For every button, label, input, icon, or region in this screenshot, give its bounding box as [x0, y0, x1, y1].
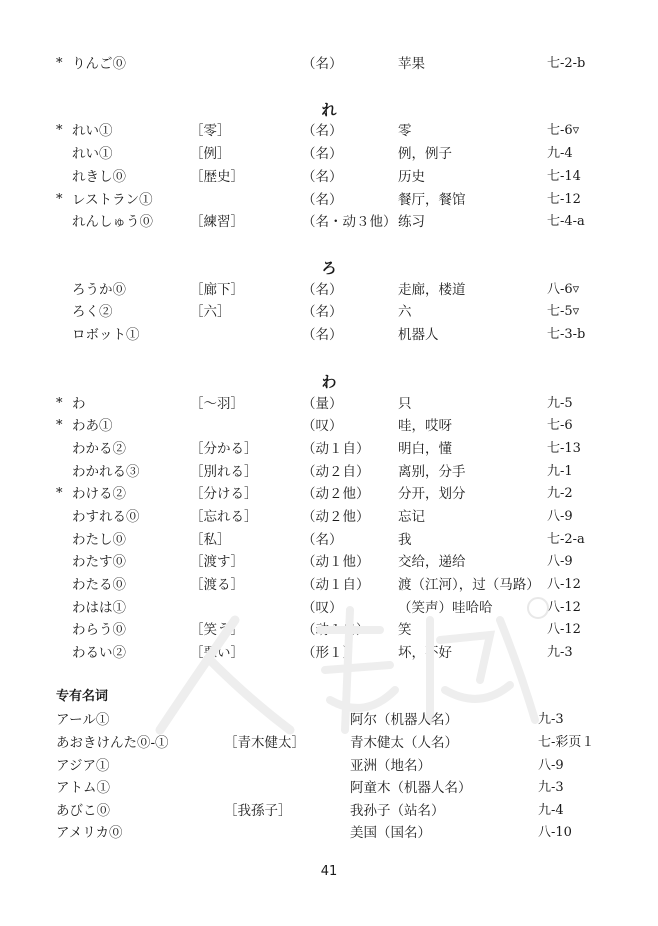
entry-meaning: 忘记 — [398, 509, 425, 525]
entry-meaning: 练习 — [398, 214, 425, 230]
entry-ref: 七-彩页１ — [538, 735, 595, 750]
entry-meaning: （笑声）哇哈哈 — [398, 600, 493, 616]
entry-kanji: ［我孫子］ — [224, 803, 292, 819]
entry-word: わたす⓪ — [72, 554, 126, 570]
entry-ref: 七-5▿ — [547, 304, 580, 319]
entry-ref: 九-3 — [538, 712, 564, 727]
entry-meaning: 明白，懂 — [398, 441, 452, 457]
entry-ref: 七-2-a — [547, 532, 585, 547]
entry-meaning: 渡（江河），过（马路） — [398, 577, 540, 593]
entry-ref: 七-6▿ — [547, 123, 580, 138]
entry-kanji: ［六］ — [190, 304, 231, 320]
entry-word: ろうか⓪ — [72, 282, 126, 298]
star-mark: * — [56, 396, 63, 411]
entry-ref: 九-4 — [538, 803, 564, 818]
entry-pos: （形１） — [302, 645, 356, 661]
entry-kanji: ［笑う］ — [190, 622, 244, 638]
entry-meaning: 交给，递给 — [398, 554, 466, 570]
entry-word: レストラン① — [72, 192, 153, 208]
entry-meaning: 只 — [398, 396, 412, 412]
entry-word: アール① — [56, 712, 110, 728]
entry-word: わ — [72, 396, 86, 412]
entry-kanji: ［廊下］ — [190, 282, 244, 298]
entry-word: ロボット① — [72, 327, 140, 343]
entry-word: わかる② — [72, 441, 126, 457]
entry-ref: 八-6▿ — [547, 282, 580, 297]
entry-kanji: ［零］ — [190, 123, 231, 139]
entry-ref: 八-12 — [547, 622, 581, 637]
entry-meaning: 阿童木（机器人名） — [350, 780, 472, 796]
entry-ref: 八-9 — [547, 554, 573, 569]
entry-pos: （名） — [302, 146, 343, 162]
entry-kanji: ［忘れる］ — [190, 509, 258, 525]
entry-word: わたる⓪ — [72, 577, 126, 593]
entry-word: アメリカ⓪ — [56, 825, 123, 841]
entry-word: アジア① — [56, 758, 110, 774]
entry-word: わはは① — [72, 600, 126, 616]
entry-meaning: 我 — [398, 532, 412, 548]
entry-ref: 九-3 — [547, 645, 573, 660]
entry-meaning: 青木健太（人名） — [350, 735, 458, 751]
entry-ref: 七-2-b — [547, 56, 586, 71]
entry-word: あおきけんた⓪-① — [56, 735, 169, 751]
entry-meaning: 餐厅，餐馆 — [398, 192, 466, 208]
entry-word: わるい② — [72, 645, 126, 661]
entry-ref: 七-14 — [547, 169, 581, 184]
proper-nouns-title: 专有名词 — [56, 689, 109, 704]
entry-ref: 九-5 — [547, 396, 573, 411]
entry-meaning: 美国（国名） — [350, 825, 431, 841]
entry-ref: 七-13 — [547, 441, 581, 456]
entry-pos: （叹） — [302, 600, 343, 616]
entry-meaning: 笑 — [398, 622, 412, 638]
entry-word: わすれる⓪ — [72, 509, 140, 525]
entry-word: れきし⓪ — [72, 169, 126, 185]
entry-word: ろく② — [72, 304, 113, 320]
entry-meaning: 历史 — [398, 169, 425, 185]
section-heading-ro: ろ — [321, 259, 337, 277]
star-mark: * — [56, 192, 63, 207]
star-mark: * — [56, 123, 63, 138]
page-number: 41 — [320, 864, 338, 879]
entry-ref: 九-3 — [538, 780, 564, 795]
entry-meaning: 机器人 — [398, 327, 439, 343]
entry-ref: 八-9 — [538, 758, 564, 773]
entry-pos: （名） — [302, 304, 343, 320]
entry-pos: （动１自） — [302, 577, 370, 593]
entry-meaning: 哇，哎呀 — [398, 418, 452, 434]
entry-kanji: ［悪い］ — [190, 645, 244, 661]
entry-ref: 八-12 — [547, 577, 581, 592]
entry-word: れい① — [72, 123, 113, 139]
entry-ref: 九-2 — [547, 486, 573, 501]
entry-pos: （动２自） — [302, 464, 370, 480]
entry-kanji: ［歴史］ — [190, 169, 244, 185]
entry-kanji: ［私］ — [190, 532, 231, 548]
entry-ref: 九-4 — [547, 146, 573, 161]
entry-meaning: 亚洲（地名） — [350, 758, 431, 774]
section-heading-wa: わ — [321, 373, 337, 391]
entry-meaning: 例，例子 — [398, 146, 452, 162]
entry-word: わける② — [72, 486, 126, 502]
star-mark: * — [56, 418, 63, 433]
entry-pos: （量） — [302, 396, 343, 412]
entry-word: あびこ⓪ — [56, 803, 110, 819]
entry-pos: （叹） — [302, 418, 343, 434]
entry-meaning: 离别，分手 — [398, 464, 466, 480]
entry-kanji: ［分ける］ — [190, 486, 258, 502]
entry-word: アトム① — [56, 780, 110, 796]
entry-word: わらう⓪ — [72, 622, 126, 638]
entry-word: りんご⓪ — [72, 56, 126, 72]
entry-meaning: 阿尔（机器人名） — [350, 712, 458, 728]
entry-pos: （名） — [302, 282, 343, 298]
entry-word: わたし⓪ — [72, 532, 126, 548]
entry-ref: 七-4-a — [547, 214, 585, 229]
entry-word: れい① — [72, 146, 113, 162]
entry-kanji: ［渡す］ — [190, 554, 244, 570]
entry-kanji: ［分かる］ — [190, 441, 258, 457]
section-heading-re: れ — [321, 101, 337, 119]
entry-meaning: 分开，划分 — [398, 486, 466, 502]
entry-meaning: 我孙子（站名） — [350, 803, 445, 819]
entry-word: れんしゅう⓪ — [72, 214, 153, 230]
entry-pos: （动１自） — [302, 441, 370, 457]
entry-pos: （名） — [302, 327, 343, 343]
entry-kanji: ［～羽］ — [190, 396, 244, 412]
entry-kanji: ［練習］ — [190, 214, 244, 230]
entry-pos: （动１他） — [302, 554, 370, 570]
entry-ref: 七-12 — [547, 192, 581, 207]
entry-ref: 八-12 — [547, 600, 581, 615]
entry-pos: （名） — [302, 169, 343, 185]
star-mark: * — [56, 486, 63, 501]
entry-ref: 八-10 — [538, 825, 572, 840]
entry-pos: （名） — [302, 56, 343, 72]
entry-pos: （动１自） — [302, 622, 370, 638]
entry-pos: （名） — [302, 532, 343, 548]
entry-meaning: 零 — [398, 123, 412, 139]
entry-word: わあ① — [72, 418, 113, 434]
entry-kanji: ［青木健太］ — [224, 735, 305, 751]
entry-word: わかれる③ — [72, 464, 140, 480]
entry-pos: （名・动３他） — [302, 214, 397, 230]
entry-ref: 七-6 — [547, 418, 573, 433]
entry-pos: （名） — [302, 123, 343, 139]
entry-pos: （动２他） — [302, 486, 370, 502]
entry-kanji: ［渡る］ — [190, 577, 244, 593]
entry-meaning: 走廊，楼道 — [398, 282, 466, 298]
entry-meaning: 苹果 — [398, 56, 425, 72]
entry-kanji: ［例］ — [190, 146, 231, 162]
star-mark: * — [56, 56, 63, 71]
entry-ref: 九-1 — [547, 464, 573, 479]
entry-pos: （名） — [302, 192, 343, 208]
entry-ref: 八-9 — [547, 509, 573, 524]
entry-meaning: 坏，不好 — [398, 645, 452, 661]
entry-pos: （动２他） — [302, 509, 370, 525]
entry-kanji: ［別れる］ — [190, 464, 258, 480]
entry-ref: 七-3-b — [547, 327, 586, 342]
entry-meaning: 六 — [398, 304, 412, 320]
